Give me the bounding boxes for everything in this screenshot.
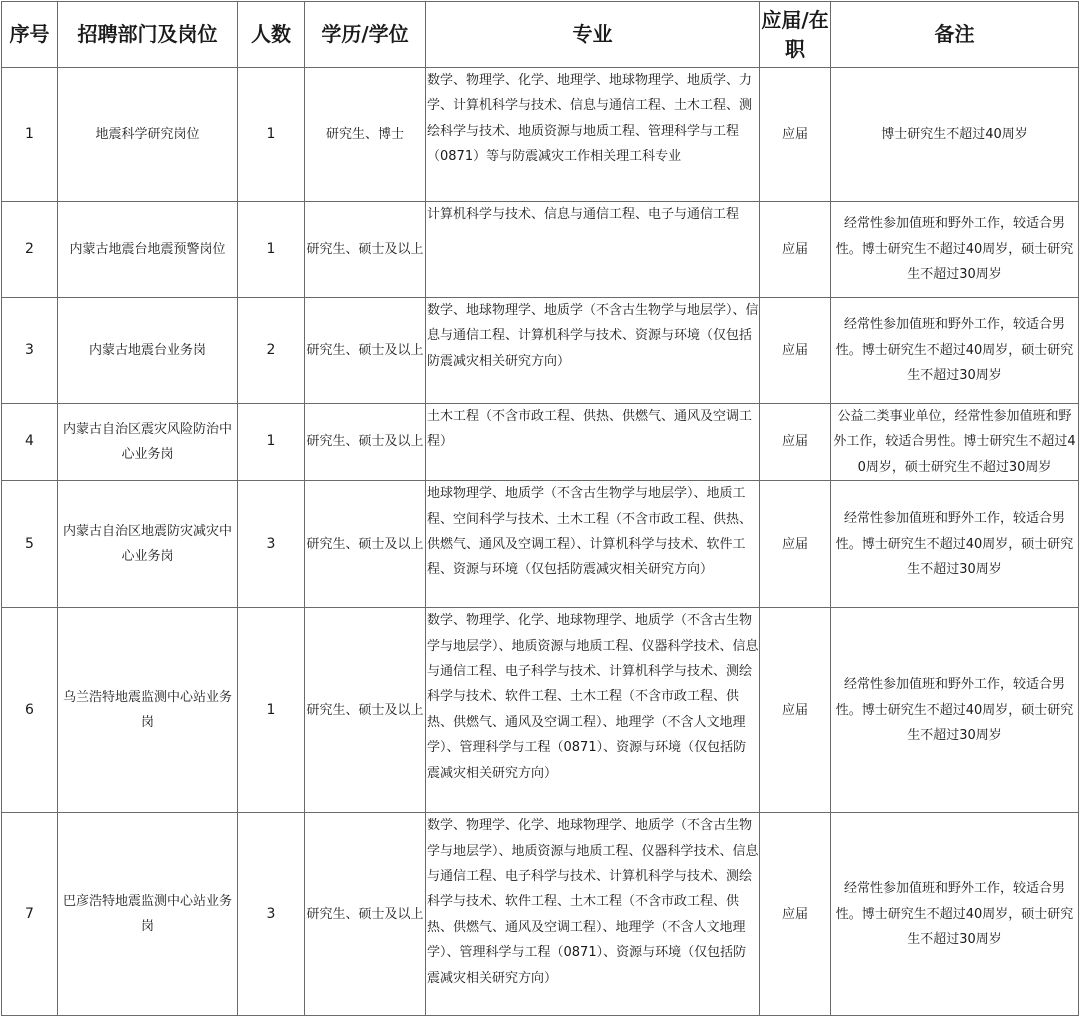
table-row — [2, 481, 1079, 608]
cell-status: 应届 — [760, 298, 831, 404]
cell-note: 经常性参加值班和野外工作，较适合男性。博士研究生不超过40周岁，硕士研究生不超过30周岁 — [831, 298, 1079, 404]
header-count: 人数 — [238, 2, 305, 68]
cell-seq: 4 — [2, 404, 58, 481]
cell-edu: 研究生、硕士及以上 — [305, 481, 426, 608]
cell-status: 应届 — [760, 813, 831, 1016]
cell-count: 3 — [238, 481, 305, 608]
cell-edu: 研究生、硕士及以上 — [305, 298, 426, 404]
cell-dept: 巴彦浩特地震监测中心站业务岗 — [58, 813, 238, 1016]
cell-dept: 内蒙古地震台业务岗 — [58, 298, 238, 404]
cell-count: 1 — [238, 404, 305, 481]
cell-edu: 研究生、硕士及以上 — [305, 608, 426, 813]
header-edu: 学历/学位 — [305, 2, 426, 68]
cell-count: 3 — [238, 813, 305, 1016]
cell-note: 经常性参加值班和野外工作，较适合男性。博士研究生不超过40周岁，硕士研究生不超过30周岁 — [831, 608, 1079, 813]
cell-status: 应届 — [760, 608, 831, 813]
cell-status: 应届 — [760, 68, 831, 202]
cell-major: 数学、物理学、化学、地理学、地球物理学、地质学、力学、计算机科学与技术、信息与通信工程、土木工程、测绘科学与技术、地质资源与地质工程、管理科学与工程（0871）等与防震减灾工作相关理工科专业 — [426, 68, 760, 202]
cell-status: 应届 — [760, 202, 831, 298]
cell-count: 1 — [238, 68, 305, 202]
cell-dept: 乌兰浩特地震监测中心站业务岗 — [58, 608, 238, 813]
cell-major: 计算机科学与技术、信息与通信工程、电子与通信工程 — [426, 202, 760, 298]
cell-seq: 7 — [2, 813, 58, 1016]
cell-dept: 内蒙古地震台地震预警岗位 — [58, 202, 238, 298]
cell-status: 应届 — [760, 404, 831, 481]
cell-edu: 研究生、博士 — [305, 68, 426, 202]
cell-major: 地球物理学、地质学（不含古生物学与地层学）、地质工程、空间科学与技术、土木工程（不含市政工程、供热、供燃气、通风及空调工程）、计算机科学与技术、软件工程、资源与环境（仅包括防震减灾相关研究方向） — [426, 481, 760, 608]
cell-major: 数学、物理学、化学、地球物理学、地质学（不含古生物学与地层学）、地质资源与地质工程、仪器科学技术、信息与通信工程、电子科学与技术、计算机科学与技术、测绘科学与技术、软件工程、土木工程（不含市政工程、供热、供燃气、通风及空调工程）、地理学（不含人文地理学）、管理科学与工程（0871）、资源与环境（仅包括防震减灾相关研究方向） — [426, 608, 760, 813]
table-row — [2, 404, 1079, 481]
header-seq: 序号 — [2, 2, 58, 68]
table-header-row — [2, 2, 1079, 68]
cell-count: 2 — [238, 298, 305, 404]
table-row — [2, 608, 1079, 813]
cell-dept: 地震科学研究岗位 — [58, 68, 238, 202]
cell-edu: 研究生、硕士及以上 — [305, 202, 426, 298]
header-status: 应届/在职 — [760, 2, 831, 68]
cell-major: 土木工程（不含市政工程、供热、供燃气、通风及空调工程） — [426, 404, 760, 481]
cell-seq: 6 — [2, 608, 58, 813]
cell-seq: 2 — [2, 202, 58, 298]
cell-note: 经常性参加值班和野外工作，较适合男性。博士研究生不超过40周岁，硕士研究生不超过30周岁 — [831, 481, 1079, 608]
cell-count: 1 — [238, 608, 305, 813]
cell-count: 1 — [238, 202, 305, 298]
cell-seq: 1 — [2, 68, 58, 202]
recruitment-table — [1, 1, 1079, 1016]
cell-status: 应届 — [760, 481, 831, 608]
cell-seq: 3 — [2, 298, 58, 404]
cell-dept: 内蒙古自治区震灾风险防治中心业务岗 — [58, 404, 238, 481]
cell-dept: 内蒙古自治区地震防灾减灾中心业务岗 — [58, 481, 238, 608]
cell-seq: 5 — [2, 481, 58, 608]
cell-edu: 研究生、硕士及以上 — [305, 813, 426, 1016]
cell-edu: 研究生、硕士及以上 — [305, 404, 426, 481]
cell-major: 数学、地球物理学、地质学（不含古生物学与地层学）、信息与通信工程、计算机科学与技术、资源与环境（仅包括防震减灾相关研究方向） — [426, 298, 760, 404]
table-row — [2, 813, 1079, 1016]
header-major: 专业 — [426, 2, 760, 68]
header-note: 备注 — [831, 2, 1079, 68]
cell-note: 经常性参加值班和野外工作，较适合男性。博士研究生不超过40周岁，硕士研究生不超过30周岁 — [831, 202, 1079, 298]
cell-note: 博士研究生不超过40周岁 — [831, 68, 1079, 202]
table-row — [2, 298, 1079, 404]
table-row — [2, 68, 1079, 202]
cell-note: 公益二类事业单位，经常性参加值班和野外工作，较适合男性。博士研究生不超过40周岁，硕士研究生不超过30周岁 — [831, 404, 1079, 481]
cell-major: 数学、物理学、化学、地球物理学、地质学（不含古生物学与地层学）、地质资源与地质工程、仪器科学技术、信息与通信工程、电子科学与技术、计算机科学与技术、测绘科学与技术、软件工程、土木工程（不含市政工程、供热、供燃气、通风及空调工程）、地理学（不含人文地理学）、管理科学与工程（0871）、资源与环境（仅包括防震减灾相关研究方向） — [426, 813, 760, 1016]
cell-note: 经常性参加值班和野外工作，较适合男性。博士研究生不超过40周岁，硕士研究生不超过30周岁 — [831, 813, 1079, 1016]
table-row — [2, 202, 1079, 298]
header-dept: 招聘部门及岗位 — [58, 2, 238, 68]
